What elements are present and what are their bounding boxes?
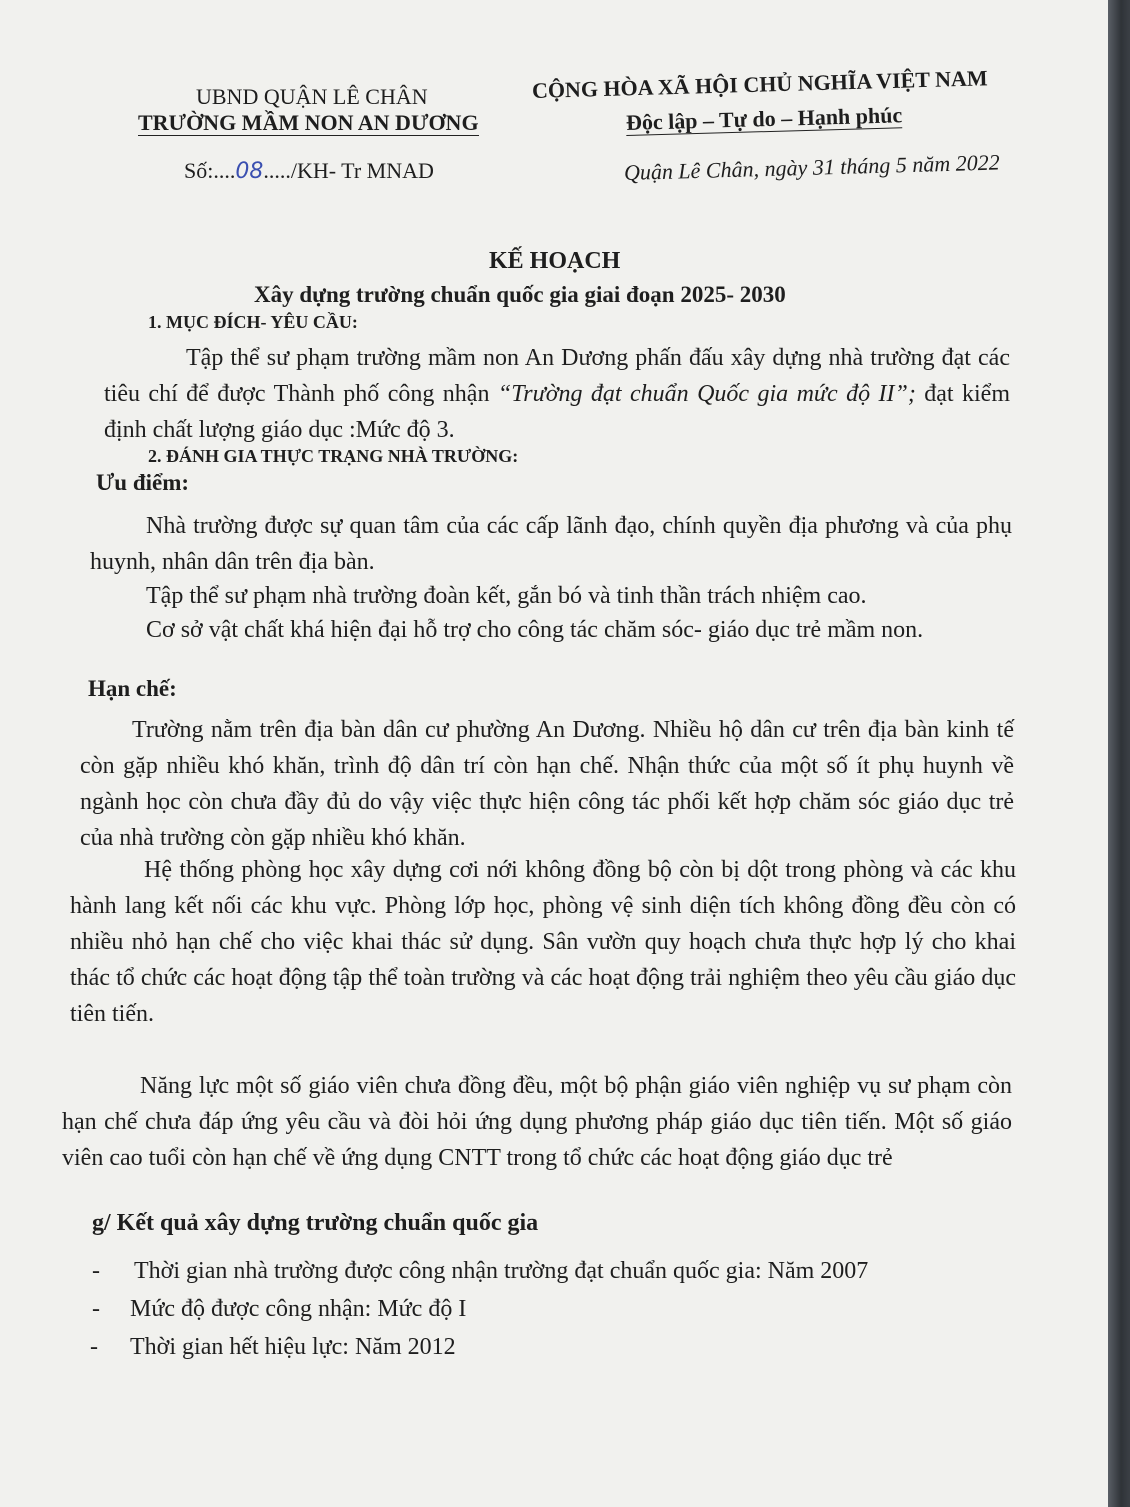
bullet: - [92,1296,100,1322]
bullet: - [90,1334,98,1360]
section-1-paragraph [104,340,1010,448]
list-item-text: Mức độ được công nhận: Mức độ I [130,1296,467,1322]
strength-item: Tập thể sư phạm nhà trường đoàn kết, gắn bó và tinh thần trách nhiệm cao. [146,583,867,609]
limit-item: Năng lực một số giáo viên chưa đồng đều, một bộ phận giáo viên nghiệp vụ sư phạm còn hạn chế chưa đáp ứng yêu cầu và đòi hỏi ứng dụng phương pháp giáo dục tiên tiến. Một số giáo viên cao tuổi còn hạn chế về ứng dụng CNTT trong tổ chức các hoạt động giáo dục trẻ [62,1073,1012,1171]
list-item-text: Thời gian nhà trường được công nhận trường đạt chuẩn quốc gia: Năm 2007 [134,1258,869,1284]
document-date: Quận Lê Chân, ngày 31 tháng 5 năm 2022 [623,149,1001,185]
section-g-heading: g/ Kết quả xây dựng trường chuẩn quốc gia [92,1210,539,1236]
strength-item: Cơ sở vật chất khá hiện đại hỗ trợ cho công tác chăm sóc- giáo dục trẻ mầm non. [146,617,924,643]
list-item-text: Thời gian hết hiệu lực: Năm 2012 [130,1334,456,1360]
section-2-heading: 2. ĐÁNH GIA THỰC TRẠNG NHÀ TRƯỜNG: [148,446,519,466]
section-1-text-start: Tập thể sư phạm trường mầm non An Dương phấn đấu xây dựng nhà trường đạt các tiêu chí để được Thành phố công nhận [104,345,1010,407]
limit-item: Trường nằm trên địa bàn dân cư phường An Dương. Nhiều hộ dân cư trên địa bàn kinh tế còn gặp nhiều khó khăn, trình độ dân trí còn hạn chế. Nhận thức của một số ít phụ huynh về ngành học còn chưa đầy đủ do vậy việc thực hiện công tác phối kết hợp chăm sóc giáo dục trẻ của nhà trường còn gặp nhiều khó khăn. [80,717,1014,851]
doc-no-suffix: ...../KH- Tr MNAD [263,158,434,183]
motto-text: Độc lập – Tự do – Hạnh phúc [625,102,903,135]
doc-no-value: 08 [235,159,264,184]
document-title: KẾ HOẠCH [489,248,621,274]
agency-name: UBND QUẬN LÊ CHÂN [196,84,428,109]
national-motto [626,102,903,136]
doc-no-prefix: Số:.... [184,158,236,183]
bullet: - [92,1258,100,1284]
strengths-label: Ưu điểm: [96,470,190,495]
school-name [138,110,479,136]
document-number [184,158,434,184]
section-1-text-end: đạt kiểm định chất lượng giáo dục :Mức độ 3. [104,381,1010,443]
country-name: CỘNG HÒA XÃ HỘI CHỦ NGHĨA VIỆT NAM [531,65,988,103]
page-edge-shadow [1108,0,1130,1507]
document-subtitle: Xây dựng trường chuẩn quốc gia giai đoạn 2025- 2030 [254,282,786,307]
limit-item: Hệ thống phòng học xây dựng cơi nới không đồng bộ còn bị dột trong phòng và các khu hành lang kết nối các khu vực. Phòng lớp học, phòng vệ sinh diện tích không đồng đều còn có nhiều nhỏ hạn chế cho việc khai thác sử dụng. Sân vườn quy hoạch chưa thực hợp lý cho khai thác tổ chức các hoạt động tập thể toàn trường và các hoạt động trải nghiệm theo yêu cầu giáo dục tiên tiến. [70,857,1016,1027]
section-1-heading: 1. MỤC ĐÍCH- YÊU CẦU: [148,312,358,332]
section-1-text-italic: “Trường đạt chuẩn Quốc gia mức độ II”; [497,381,916,407]
limits-label: Hạn chế: [88,676,177,701]
strength-item: Nhà trường được sự quan tâm của các cấp lãnh đạo, chính quyền địa phương và của phụ huynh, nhân dân trên địa bàn. [90,513,1012,575]
school-name-text: TRƯỜNG MẦM NON AN DƯƠNG [138,110,479,135]
